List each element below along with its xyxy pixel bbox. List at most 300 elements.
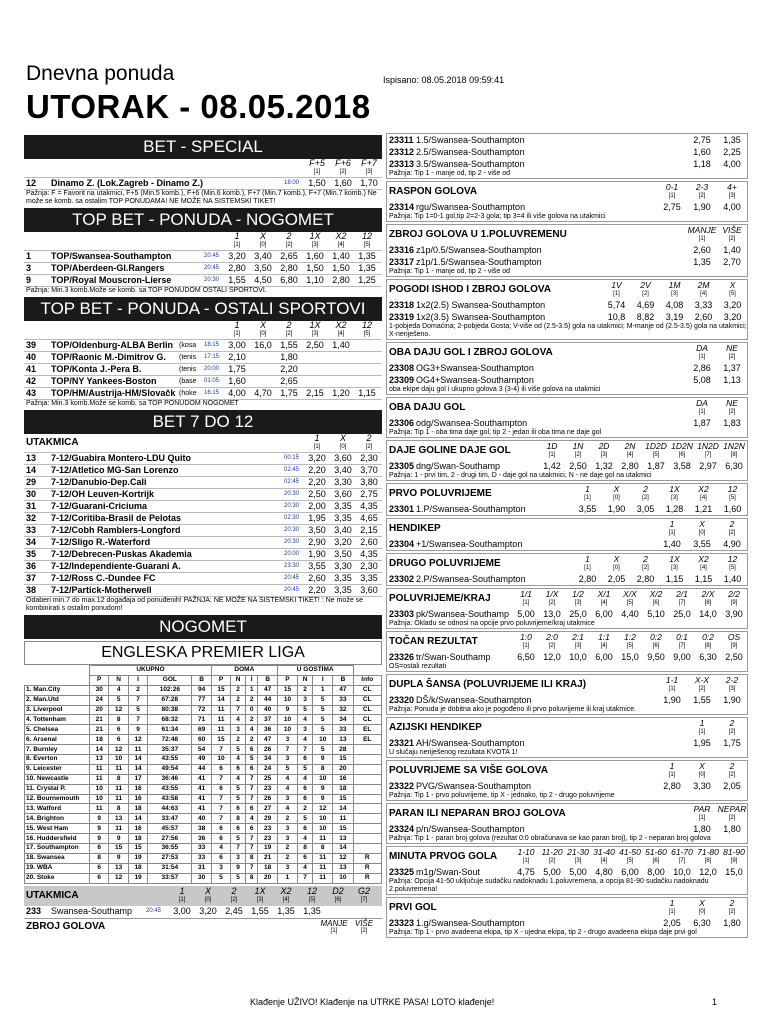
odd-value: 4,75 xyxy=(517,867,535,877)
col-label-name: 2V xyxy=(640,280,651,290)
odds-group xyxy=(224,364,380,375)
team-stat: 30 xyxy=(90,685,109,695)
table-row xyxy=(25,695,382,705)
odds-group xyxy=(657,917,747,929)
odd-value: 12,0 xyxy=(699,867,717,877)
team-stat xyxy=(353,794,381,804)
match-number: 36 xyxy=(26,561,37,571)
section-note: U slučaju neriješenog rezultata KVOTA 1! xyxy=(389,749,518,756)
team-stat: 7 xyxy=(231,705,246,715)
col-label xyxy=(718,280,747,298)
table-head-row xyxy=(25,675,382,685)
team-stat: 36 xyxy=(258,725,277,735)
team-stat: 14 xyxy=(128,764,147,774)
team-stat: 47 xyxy=(333,685,353,695)
odd-value: 25,0 xyxy=(673,609,691,619)
col-labels xyxy=(602,280,747,298)
col-label-name: 1D2D xyxy=(645,441,667,451)
col-label-code: [5] xyxy=(626,858,634,864)
team-stat: 2 xyxy=(277,844,297,854)
match-time: 00:15 xyxy=(284,455,300,461)
match-name: TOP/Raonic M.-Dimitrov G. xyxy=(51,352,166,362)
match-name: TOP/Konta J.-Pera B. xyxy=(51,364,142,374)
team-stat: 54 xyxy=(192,745,211,755)
col-label xyxy=(717,898,747,916)
team-stat: 21 xyxy=(90,725,109,735)
match-number: 12 xyxy=(26,178,37,188)
bet7-section xyxy=(24,434,382,613)
col-label-name: X/2 xyxy=(649,589,663,599)
odd-value xyxy=(302,352,328,363)
bet-code: 23320 xyxy=(389,695,415,705)
odd-value: 1,75 xyxy=(228,364,246,374)
col-label xyxy=(617,632,643,650)
col-label xyxy=(602,280,631,298)
team-stat: 7 xyxy=(211,774,230,784)
team-stat: 15 xyxy=(211,735,230,745)
section-note: Pažnja: F = Favorit na utakmici, F+5 (Min.5 komb.), F+6 (Min.6 komb.), F+7 (Min.7 komb.), F+7 (Min.7 komb.) Ne može se komb. sa ostalim TOP PONUDAMA! NE MOŽE NA SISTEMSKI TIKET! xyxy=(24,189,382,206)
match-time: 20:45 xyxy=(284,587,300,593)
col-label-code: [0] xyxy=(259,331,267,337)
table-blank-cell xyxy=(25,666,90,676)
col-label xyxy=(330,159,356,176)
match-name: 7-12/Cobh Ramblers-Longford xyxy=(51,525,181,535)
odd-value: 3,35 xyxy=(360,573,378,583)
bet-match: rgu/Swansea-Southampton xyxy=(416,202,526,212)
odd-value xyxy=(354,340,380,351)
odd-value: 1,90 xyxy=(723,695,741,705)
col-label-name: 2:1 xyxy=(572,632,584,642)
team-stat: 9 xyxy=(90,824,109,834)
odd-value: 3,30 xyxy=(334,477,352,487)
col-label xyxy=(643,589,669,607)
col-labels xyxy=(687,225,747,243)
col-label xyxy=(657,761,687,779)
col-label xyxy=(276,232,302,249)
col-label xyxy=(302,232,328,249)
col-label-code: [3] xyxy=(671,495,678,501)
team-stat: 5 xyxy=(211,873,230,883)
team-stat: 26 xyxy=(258,794,277,804)
col-label-code: [3] xyxy=(728,193,736,199)
team-stat: 4 xyxy=(109,685,128,695)
col-label-name: 1X xyxy=(309,320,321,330)
odd-value: 5,74 xyxy=(607,300,626,310)
team-stat: 3 xyxy=(277,834,297,844)
left-column xyxy=(24,133,382,935)
odd-value: 1,90 xyxy=(308,549,326,559)
bet-row xyxy=(387,917,747,929)
match-time: 20:30 xyxy=(284,527,300,533)
team-stat: 7 xyxy=(277,745,297,755)
odd-value: 2,80 xyxy=(332,275,350,285)
team-stat: 33 xyxy=(333,695,353,705)
col-label-name: 2N xyxy=(624,441,636,451)
bet-row xyxy=(387,538,747,550)
odds-group xyxy=(224,352,380,363)
odd-value: 1,60 xyxy=(306,251,324,261)
match-time: 02:45 xyxy=(284,479,300,485)
col-label-code: [1] xyxy=(584,565,591,571)
odd-value: 1,50 xyxy=(306,263,324,273)
match-row xyxy=(24,906,382,918)
col-label-code: [7] xyxy=(678,858,686,864)
team-stat: 11 xyxy=(90,764,109,774)
col-label-code: [1] xyxy=(698,729,706,735)
col-label-code: [2] xyxy=(339,169,347,175)
team-stat: 7 xyxy=(231,844,246,854)
odd-value: 2,80 xyxy=(636,574,655,584)
match-number: 30 xyxy=(26,489,37,499)
col-label-code: [8] xyxy=(704,858,712,864)
col-label-code: [3] xyxy=(671,565,678,571)
match-row xyxy=(24,524,382,536)
col-label-code: [3] xyxy=(574,858,582,864)
team-stat: 5 xyxy=(277,764,297,774)
col-label-code: [0] xyxy=(613,565,620,571)
table-row xyxy=(25,755,382,765)
col-label-code: [4] xyxy=(337,242,345,248)
team-stat: R xyxy=(353,853,381,863)
col-label xyxy=(302,321,328,338)
match-row xyxy=(24,584,382,596)
bet-row xyxy=(387,780,747,792)
utakmica-header xyxy=(24,886,382,906)
col-label xyxy=(643,441,669,459)
team-stat: 5 xyxy=(245,755,258,765)
col-label-code: [0] xyxy=(259,242,267,248)
odd-value: 5,00 xyxy=(543,867,561,877)
match-row xyxy=(24,452,382,464)
table-head-cell: P xyxy=(277,675,297,685)
col-labels xyxy=(657,898,747,916)
odd-value: 4,65 xyxy=(360,513,378,523)
col-label xyxy=(304,159,330,176)
col-labels xyxy=(687,804,747,822)
col-label-name: 4+ xyxy=(727,182,737,192)
odd-value: 1,20 xyxy=(332,388,350,398)
col-label xyxy=(221,886,247,904)
col-label xyxy=(273,886,299,904)
col-label-name: 2D xyxy=(598,441,610,451)
col-label xyxy=(687,519,717,537)
odd-value: 2,75 xyxy=(663,202,681,212)
team-stat: 4 xyxy=(277,804,297,814)
col-label xyxy=(631,484,660,502)
odds-group xyxy=(304,178,382,189)
col-label-name: 2 xyxy=(231,885,237,896)
team-stat: 5 xyxy=(298,764,313,774)
col-label-code: [2] xyxy=(728,530,736,536)
col-labels xyxy=(573,554,747,572)
odd-value: 2,30 xyxy=(360,453,378,463)
bet-section-s11 xyxy=(386,588,748,629)
table-row xyxy=(25,853,382,863)
team-stat: 10 xyxy=(211,755,230,765)
sport-label: (tenis xyxy=(179,354,197,361)
bet-row xyxy=(387,694,747,706)
team-name: 3. Liverpool xyxy=(25,705,90,715)
odd-value xyxy=(351,906,377,917)
team-stat: 7 xyxy=(211,745,230,755)
team-stat: 23 xyxy=(258,824,277,834)
team-stat: 6 xyxy=(231,764,246,774)
odd-value xyxy=(250,376,276,387)
team-stat: 4 xyxy=(277,784,297,794)
col-label-code: [1] xyxy=(330,927,338,934)
section-header xyxy=(387,484,747,503)
odd-value: 2,15 xyxy=(306,388,324,398)
odd-value: 1,95 xyxy=(308,513,326,523)
col-label-name: 41-50 xyxy=(619,847,641,857)
team-name: 12. Bournemouth xyxy=(25,794,90,804)
col-label xyxy=(689,484,718,502)
match-row xyxy=(24,500,382,512)
col-label-code: [4] xyxy=(700,565,707,571)
col-label-name: X xyxy=(204,885,211,896)
table-head-cell: I xyxy=(313,675,333,685)
section-title: PRVI GOL xyxy=(389,902,437,913)
match-row xyxy=(24,274,382,286)
team-stat: 5 xyxy=(313,695,333,705)
bet-code: 23301 xyxy=(389,504,415,514)
col-labels xyxy=(304,159,382,176)
table-row xyxy=(25,834,382,844)
col-label-name: X2 xyxy=(280,885,292,896)
match-row xyxy=(24,262,382,274)
match-number: 9 xyxy=(26,275,32,285)
team-stat: 2 xyxy=(245,695,258,705)
odd-value: 2,70 xyxy=(723,257,741,267)
zbroj-header xyxy=(24,918,382,935)
col-label-name: 1D2N xyxy=(671,441,693,451)
bet-row xyxy=(387,651,747,663)
match-number: 13 xyxy=(26,453,37,463)
odds-group xyxy=(304,477,382,488)
col-label-code: [2] xyxy=(360,927,368,934)
col-label-name: 1M xyxy=(668,280,681,290)
odd-value xyxy=(354,364,380,375)
odd-value: 2,30 xyxy=(360,561,378,571)
bet-code: 23323 xyxy=(389,918,415,928)
match-row xyxy=(24,548,382,560)
team-stat: 11 xyxy=(90,804,109,814)
odd-value: 13,0 xyxy=(543,609,561,619)
col-label-code: [1] xyxy=(178,896,186,903)
match-time: 01:05 xyxy=(204,378,220,384)
team-stat: 4 xyxy=(277,774,297,784)
bet-match: 1.P/Swansea-Southampton xyxy=(416,504,526,514)
table-row xyxy=(25,794,382,804)
team-stat: 43:58 xyxy=(148,794,192,804)
odd-value: 1,15 xyxy=(358,388,376,398)
team-stat: 41 xyxy=(192,784,211,794)
odds-group xyxy=(224,275,380,286)
col-label-code: [3] xyxy=(311,331,319,337)
odd-value: 1,60 xyxy=(693,147,711,157)
team-stat: 15 xyxy=(128,844,147,854)
bet-row xyxy=(387,503,747,515)
section-note: Pažnja: Tip 1 - paran broj golova (rezultat 0:0 obračunava se kao paran broj), tip 2 - neparan broj golova xyxy=(389,835,711,842)
table-row xyxy=(25,725,382,735)
col-label-code: [2] xyxy=(728,354,736,360)
match-name: 7-12/Danubio-Dep.Cali xyxy=(51,477,147,487)
odds-group xyxy=(304,525,382,536)
team-stat: 7 xyxy=(245,834,258,844)
table-group-2: U GOSTIMA xyxy=(277,666,353,676)
odd-value: 1,15 xyxy=(665,574,684,584)
odd-value: 2,45 xyxy=(225,905,243,916)
team-stat: 1 xyxy=(277,873,297,883)
team-stat: 6 xyxy=(298,755,313,765)
odds-group xyxy=(513,608,747,620)
team-stat: 4 xyxy=(231,774,246,784)
odd-value: 25,0 xyxy=(569,609,587,619)
team-stat: 14 xyxy=(333,804,353,814)
col-label-name: 12 xyxy=(727,484,738,494)
col-label xyxy=(687,804,717,822)
odds-group xyxy=(602,311,747,323)
team-name: 15. West Ham xyxy=(25,824,90,834)
odd-value: 2,50 xyxy=(308,489,326,499)
bet-code: 23305 xyxy=(389,461,415,471)
match-row xyxy=(24,177,382,189)
team-stat: 7 xyxy=(128,715,147,725)
bet-match: z1p/1.5/Swansea-Southampton xyxy=(416,257,542,267)
sport-label: (tenis xyxy=(179,366,197,373)
bet-row xyxy=(387,201,747,213)
bet-section-s15 xyxy=(386,760,748,801)
team-stat: 34 xyxy=(333,715,353,725)
page-number: 1 xyxy=(712,997,718,1007)
section-note: Pažnja: Tip 1 - prvo avadeena ekipa, tip X - ujedna ekipa, tip 2 - drugo avadeena ekipa daje prvi gol xyxy=(389,929,697,936)
team-stat: 16 xyxy=(128,824,147,834)
odds-group xyxy=(304,585,382,596)
odds-group xyxy=(513,651,747,663)
table-row xyxy=(25,863,382,873)
odd-value: 1,21 xyxy=(694,504,713,514)
odd-value: 3,50 xyxy=(254,263,272,273)
team-stat: 18 xyxy=(333,784,353,794)
team-stat: 43:55 xyxy=(148,784,192,794)
col-label xyxy=(689,280,718,298)
match-row xyxy=(24,351,382,363)
section-note: Pažnja: Tip 1 - manje od, tip 2 - više od xyxy=(389,268,511,275)
odd-value: 4,00 xyxy=(723,159,741,169)
team-name: 5. Chelsea xyxy=(25,725,90,735)
team-stat: 49 xyxy=(192,755,211,765)
team-stat: 10 xyxy=(313,824,333,834)
col-labels xyxy=(573,484,747,502)
team-stat: 11 xyxy=(211,715,230,725)
team-stat: 11 xyxy=(109,824,128,834)
odd-value: 6,00 xyxy=(595,652,613,662)
col-label-code: [6] xyxy=(652,643,660,649)
table-row xyxy=(25,774,382,784)
odds-group xyxy=(657,538,747,550)
team-name: 2. Man.Utd xyxy=(25,695,90,705)
team-stat xyxy=(353,804,381,814)
col-label-name: 2/1 xyxy=(676,589,688,599)
col-label-code: [3] xyxy=(671,291,678,297)
col-label-code: [4] xyxy=(600,858,608,864)
odd-value: 5,10 xyxy=(647,609,665,619)
bet-row xyxy=(387,737,747,749)
team-stat: CL xyxy=(353,715,381,725)
table-row xyxy=(25,844,382,854)
team-stat: 0 xyxy=(245,705,258,715)
bet-code: 23313 xyxy=(389,159,415,169)
team-stat: 18 xyxy=(128,804,147,814)
col-label xyxy=(513,632,539,650)
match-time: 02:45 xyxy=(284,467,300,473)
team-stat: CL xyxy=(353,695,381,705)
col-labels xyxy=(687,398,747,416)
col-label-code: [1] xyxy=(313,169,321,175)
col-label-code: [2] xyxy=(728,729,736,735)
odd-value xyxy=(354,376,380,387)
col-labels xyxy=(304,434,382,451)
team-name: 9. Leicester xyxy=(25,764,90,774)
team-stat: 5 xyxy=(298,705,313,715)
col-label xyxy=(718,554,747,572)
match-name: TOP/Aberdeen-Gl.Rangers xyxy=(51,263,165,273)
team-stat: 14 xyxy=(211,695,230,705)
col-label-name: VIŠE xyxy=(354,918,374,928)
bet-section-s6 xyxy=(386,397,748,438)
bet-row xyxy=(387,146,747,158)
col-label-name: X xyxy=(613,554,620,564)
team-stat: 31 xyxy=(192,863,211,873)
col-label xyxy=(687,398,717,416)
odd-value: 1,60 xyxy=(723,504,742,514)
utakmica-heading: UTAKMICA xyxy=(26,889,79,901)
col-label xyxy=(573,554,602,572)
bet-row xyxy=(387,866,747,878)
team-stat: 15 xyxy=(333,755,353,765)
team-stat xyxy=(353,824,381,834)
match-time: 20:45 xyxy=(284,575,300,581)
col-labels xyxy=(687,343,747,361)
col-label-code: [7] xyxy=(678,600,686,606)
team-stat: 94 xyxy=(192,685,211,695)
col-label xyxy=(669,441,695,459)
team-stat: 45:57 xyxy=(148,824,192,834)
col-label-name: MANJE xyxy=(320,918,348,928)
col-label-name: X xyxy=(259,320,266,330)
team-stat: 15 xyxy=(277,685,297,695)
team-stat: 3 xyxy=(231,853,246,863)
team-stat: 11 xyxy=(90,774,109,784)
col-label-name: 61-70 xyxy=(671,847,693,857)
team-stat: 9 xyxy=(313,784,333,794)
team-stat: 20 xyxy=(258,873,277,883)
col-label-code: [2] xyxy=(548,600,556,606)
table-head-cell: N xyxy=(231,675,246,685)
team-stat: 2 xyxy=(231,735,246,745)
col-label xyxy=(687,182,717,200)
match-time: 20:00 xyxy=(204,366,220,372)
odds-group xyxy=(304,537,382,548)
col-label-code: [6] xyxy=(678,452,686,458)
team-stat: 4 xyxy=(298,735,313,745)
col-label-name: NE xyxy=(726,343,738,353)
odd-value: 1,90 xyxy=(607,504,626,514)
team-stat: 68:32 xyxy=(148,715,192,725)
team-stat: 9 xyxy=(90,834,109,844)
team-stat: 7 xyxy=(128,695,147,705)
team-stat: 9 xyxy=(231,863,246,873)
